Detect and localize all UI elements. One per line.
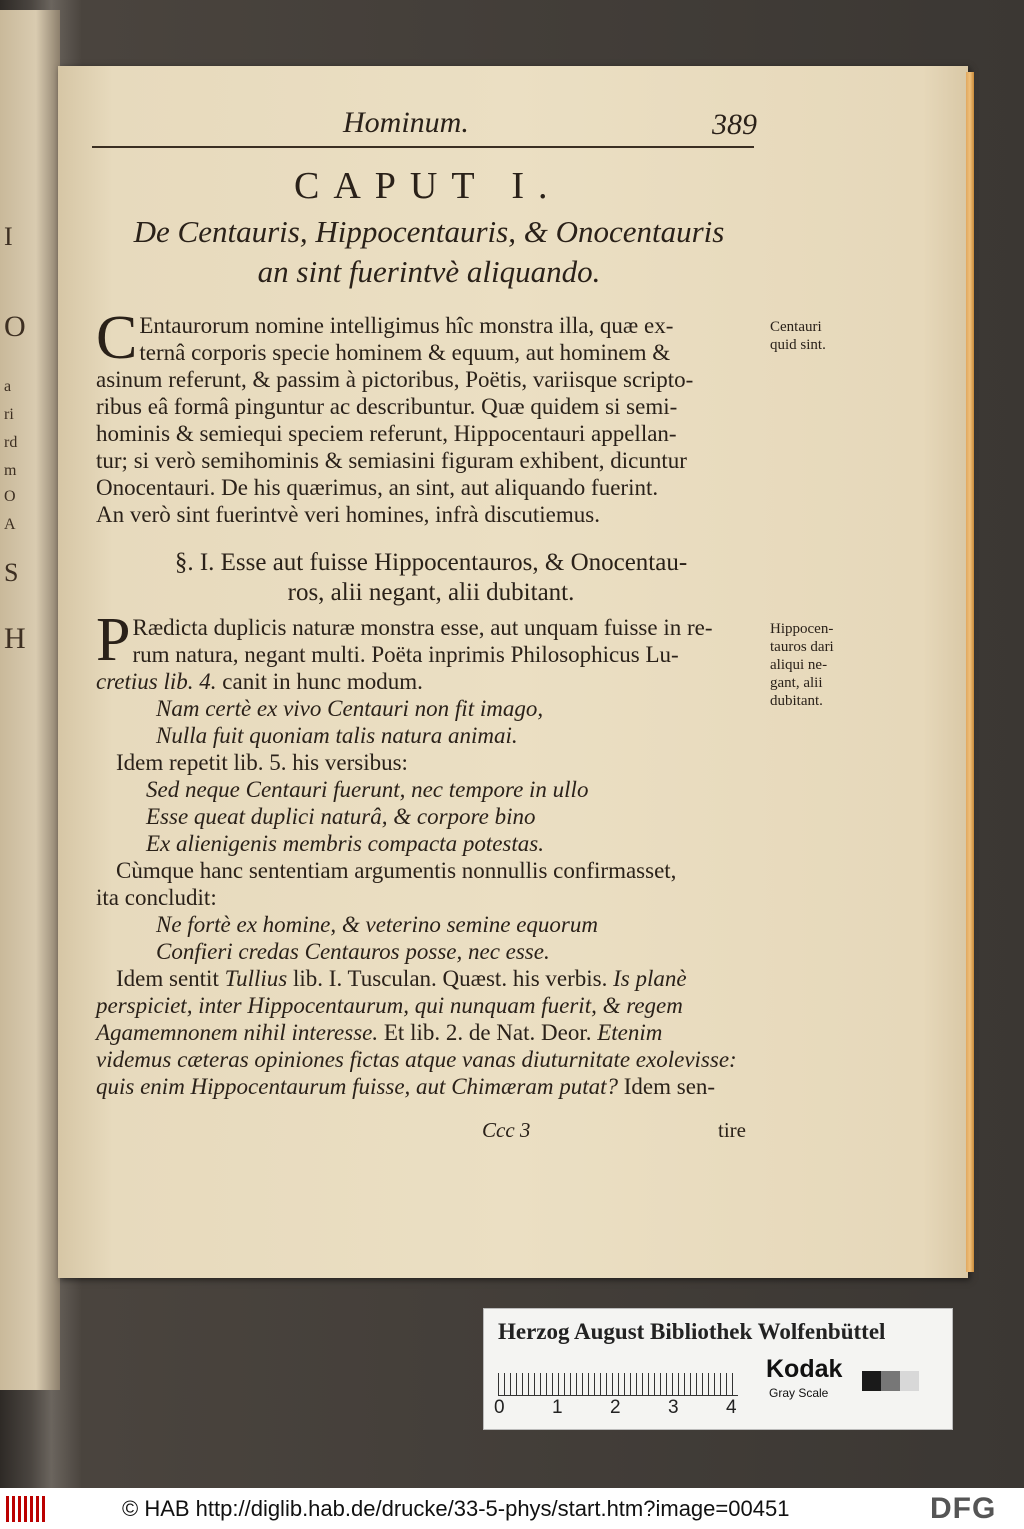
prev-page-letter: O [4, 488, 16, 505]
ruler-number: 1 [552, 1397, 563, 1418]
section-heading-line: §. I. Esse aut fuisse Hippocentauros, & Onocentau- [174, 549, 688, 576]
page-number: 389 [712, 108, 757, 141]
verse-line: Esse queat duplici naturâ, & corpore bino [146, 804, 536, 829]
text-line: Idem repetit lib. 5. his versibus: [116, 750, 408, 775]
text-line: Rædicta duplicis naturæ monstra esse, aut unquam fuisse in re- [132, 615, 713, 640]
marginal-note-line: gant, alii [770, 675, 823, 691]
text-line: Entaurorum nomine intelligimus hîc monstra illa, quæ ex- [139, 313, 674, 338]
verse-line: Confieri credas Centauros posse, nec esse. [156, 939, 550, 964]
chapter-subtitle [96, 212, 762, 292]
marginal-note-line: Centauri [770, 319, 822, 335]
text-line: cretius lib. 4. canit in hunc modum. [96, 669, 423, 694]
text-line: quis enim Hippocentaurum fuisse, aut Chimæram putat? Idem sen- [96, 1074, 716, 1099]
page-fore-edge [966, 72, 974, 1272]
verse-line: Nulla fuit quoniam talis natura animai. [156, 723, 518, 748]
marginal-note-line: dubitant. [770, 693, 823, 709]
text-line: Agamemnonem nihil interesse. Et lib. 2. de Nat. Deor. Etenim [96, 1020, 663, 1045]
text-line: perspiciet, inter Hippocentaurum, qui nunquam fuerit, & regem [96, 993, 683, 1018]
text-line: rum natura, negant multi. Poëta inprimis Philosophicus Lu- [132, 642, 679, 667]
text-line: Idem sentit Tullius lib. I. Tusculan. Quæst. his verbis. Is planè [116, 966, 687, 991]
signature-mark: Ccc 3 [482, 1118, 531, 1142]
prev-page-letter: ri [4, 406, 14, 423]
text-line: ita concludit: [96, 885, 217, 910]
prev-page-letter: a [4, 378, 12, 395]
ruler-numbers [494, 1397, 754, 1421]
prev-page-letter: O [4, 310, 26, 343]
prev-page-letter: A [4, 516, 16, 533]
marginal-note-line: tauros dari [770, 639, 834, 655]
drop-cap: P [96, 606, 131, 674]
text-line: Onocentauri. De his quærimus, an sint, aut aliquando fuerint. [96, 475, 659, 500]
section-heading-line: ros, alii negant, alii dubitant. [287, 579, 575, 606]
color-target-card [483, 1308, 953, 1430]
text-line: hominis & semiequi speciem referunt, Hippocentauri appellan- [96, 421, 677, 446]
prev-page-letter: m [4, 462, 17, 479]
dfg-logo: DFG [930, 1492, 997, 1525]
text-line: asinum referunt, & passim à pictoribus, Poëtis, variisque scripto- [96, 367, 694, 392]
marginal-note-line: Hippocen- [770, 621, 834, 637]
prev-page-letter: H [4, 622, 26, 655]
text-line: ternâ corporis specie hominem & equum, aut hominem & [139, 340, 671, 365]
chapter-subtitle-line: De Centauris, Hippocentauris, & Onocentauris [133, 214, 725, 249]
verse-line: Nam certè ex vivo Centauri non fit imago, [156, 696, 544, 721]
kodak-logo: Kodak [766, 1355, 843, 1383]
running-title: Hominum. [343, 106, 469, 139]
library-label: Herzog August Bibliothek Wolfenbüttel [498, 1319, 886, 1344]
gray-swatches [862, 1371, 920, 1391]
text-line: ribus eâ formâ pinguntur ac describuntur. Quæ quidem si semi- [96, 394, 678, 419]
ruler-number: 4 [726, 1397, 737, 1418]
prev-page-letter: I [4, 222, 13, 251]
chapter-subtitle-line: an sint fuerintvè aliquando. [257, 254, 601, 289]
section-heading [96, 548, 766, 608]
swatch [881, 1371, 900, 1391]
marginal-note [770, 318, 860, 354]
body-paragraph [96, 606, 766, 1100]
catchword: tire [718, 1118, 746, 1142]
grayscale-label: Gray Scale [769, 1386, 829, 1400]
copyright-link[interactable]: © HAB http://diglib.hab.de/drucke/33-5-phys/start.htm?image=00451 [122, 1496, 790, 1521]
ruler-number: 2 [610, 1397, 621, 1418]
verse-line: Ne fortè ex homine, & veterino semine equorum [156, 912, 598, 937]
swatch [862, 1371, 881, 1391]
verse-line: Sed neque Centauri fuerunt, nec tempore in ullo [146, 777, 589, 802]
marginal-note [770, 620, 860, 710]
chapter-title: CAPUT I. [294, 165, 562, 207]
marginal-note-line: aliqui ne- [770, 657, 828, 673]
footer-bar [0, 1488, 1024, 1529]
barcode-icon [6, 1496, 48, 1522]
prev-page-letter: rd [4, 434, 18, 451]
intro-paragraph [96, 304, 766, 528]
scale-ruler [498, 1361, 738, 1396]
header-rule [92, 146, 754, 148]
verse-line: Ex alienigenis membris compacta potestas. [146, 831, 544, 856]
swatch [900, 1371, 919, 1391]
ruler-number: 3 [668, 1397, 679, 1418]
previous-page-edge [0, 10, 60, 1390]
ruler-number: 0 [494, 1397, 505, 1418]
text-line: videmus cæteras opiniones fictas atque vanas diuturnitate exolevisse: [96, 1047, 737, 1072]
text-line: tur; si verò semihominis & semiasini figuram exhibent, dicuntur [96, 448, 687, 473]
prev-page-letter: S [4, 558, 19, 587]
marginal-note-line: quid sint. [770, 337, 826, 353]
drop-cap: C [96, 304, 138, 372]
text-line: An verò sint fuerintvè veri homines, infrà discutiemus. [96, 502, 600, 527]
text-line: Cùmque hanc sententiam argumentis nonnullis confirmasset, [116, 858, 677, 883]
